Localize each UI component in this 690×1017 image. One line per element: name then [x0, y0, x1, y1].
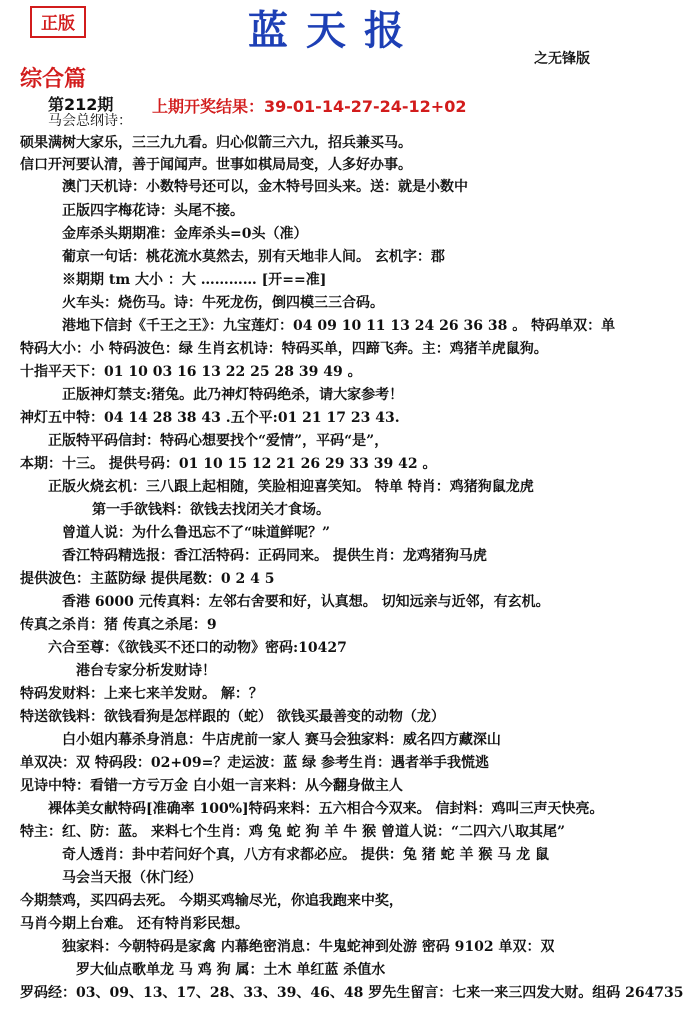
text-line: 香江特码精选报：香江活特码：正码同来。 提供生肖：龙鸡猪狗马虎	[62, 548, 487, 564]
text-line: 六合至尊：《欲钱买不还口的动物》密码:10427	[48, 640, 347, 656]
text-line: 火车头：烧伤马。诗：牛死龙伤，倒四模三三合码。	[62, 295, 384, 311]
text-line: 正版四字梅花诗：头尾不接。	[62, 203, 244, 219]
text-line: 港地下信封《千王之王》：九宝莲灯：04 09 10 11 13 24 26 36 38 。 特码单双：单	[62, 318, 616, 334]
text-line: 第一手欲钱料：欲钱去找闭关才食场。	[92, 502, 330, 518]
text-line: 本期：十三。 提供号码：01 10 15 12 21 26 29 33 39 42 。	[20, 456, 437, 472]
text-line: 正版神灯禁支:猪兔。此乃神灯特码绝杀，请大家参考！	[62, 387, 404, 403]
text-line: 十指平天下：01 10 03 16 13 22 25 28 39 49 。	[20, 364, 362, 380]
masthead-title: 蓝天报	[248, 7, 422, 54]
text-line: 传真之杀肖：猪 传真之杀尾：9	[20, 617, 217, 633]
text-line: 马肖今期上台难。 还有特肖彩民想。	[20, 916, 249, 932]
text-line: 裸体美女献特码[准确率 100%]特码来料：五六相合今双来。 信封料：鸡叫三声天快亮。	[48, 801, 604, 817]
edition-label: 之无锋版	[534, 51, 590, 67]
text-line: 香港 6000 元传真料：左邻右舍要和好，认真想。 切知远亲与近邻，有玄机。	[62, 594, 550, 610]
text-line: 正版火烧玄机：三八跟上起相随，笑脸相迎喜笑知。 特单 特肖：鸡猪狗鼠龙虎	[48, 479, 534, 495]
text-line: 见诗中特：看错一方亏万金 白小姐一言来料：从今翻身做主人	[20, 778, 403, 794]
text-line: 神灯五中特：04 14 28 38 43 .五个平:01 21 17 23 43.	[20, 410, 400, 426]
text-line: 特码发财料：上来七来羊发财。 解：？	[20, 686, 263, 702]
text-line: 今期禁鸡，买四码去死。 今期买鸡输尽光，你追我跑来中奖，	[20, 893, 403, 909]
text-line: 澳门天机诗：小数特号还可以，金木特号回头来。送：就是小数中	[62, 179, 468, 195]
text-line: 罗大仙点歌单龙 马 鸡 狗 属：土木 单红蓝 杀值水	[76, 962, 386, 978]
text-line: 白小姐内幕杀身消息：牛店虎前一家人 赛马会独家料：威名四方藏深山	[62, 732, 501, 748]
text-line: 马会总纲诗：	[48, 113, 132, 129]
text-line: 硕果满树大家乐，三三九九看。归心似箭三六九，招兵兼买马。	[20, 135, 412, 151]
last-draw-result: 上期开奖结果：39-01-14-27-24-12+02	[152, 97, 467, 116]
text-line: 葡京一句话：桃花流水莫然去，别有天地非人间。 玄机字：郡	[62, 249, 445, 265]
text-line: 马会当天报（休门经）	[62, 870, 202, 886]
text-line: 罗码经：03、09、13、17、28、33、39、46、48 罗先生留言：七来一来三四发大财。组码 264735	[20, 985, 684, 1001]
section-title: 综合篇	[20, 66, 87, 92]
text-line: 金库杀头期期准：金库杀头=0头（准）	[62, 226, 308, 242]
text-line: 正版特平码信封：特码心想要找个“爱情”，平码“是”，	[48, 433, 389, 449]
issue-number: 第212期	[48, 95, 114, 114]
text-line: 特主：红、防：蓝。 来料七个生肖：鸡 兔 蛇 狗 羊 牛 猴 曾道人说：“二四六八取其尾”	[20, 824, 566, 840]
text-line: 提供波色：主蓝防绿 提供尾数：0 2 4 5	[20, 571, 275, 587]
text-line: 曾道人说：为什么鲁迅忘不了“味道鲜呢？”	[62, 525, 331, 541]
text-line: 信口开河要认清，善于闻闻声。世事如棋局局变，人多好办事。	[20, 157, 412, 173]
text-line: 港台专家分析发财诗！	[76, 663, 216, 679]
text-line: 奇人透肖：卦中若问好个真，八方有求都必应。 提供：兔 猪 蛇 羊 猴 马 龙 鼠	[62, 847, 549, 863]
text-line: 特送欲钱料：欲钱看狗是怎样跟的（蛇） 欲钱买最善变的动物（龙）	[20, 709, 445, 725]
text-line: 独家料：今朝特码是家禽 内幕绝密消息：牛鬼蛇神到处游 密码 9102 单双：双	[62, 939, 555, 955]
genuine-stamp: 正版	[30, 6, 86, 38]
text-line: 特码大小：小 特码波色：绿 生肖玄机诗：特码买单，四蹄飞奔。主：鸡猪羊虎鼠狗。	[20, 341, 548, 357]
text-line: ※期期 tm 大小 ：大 ………… [开==准]	[62, 272, 327, 288]
text-line: 单双决：双 特码段：02+09=？走运波：蓝 绿 参考生肖：遇者举手我慌逃	[20, 755, 490, 771]
